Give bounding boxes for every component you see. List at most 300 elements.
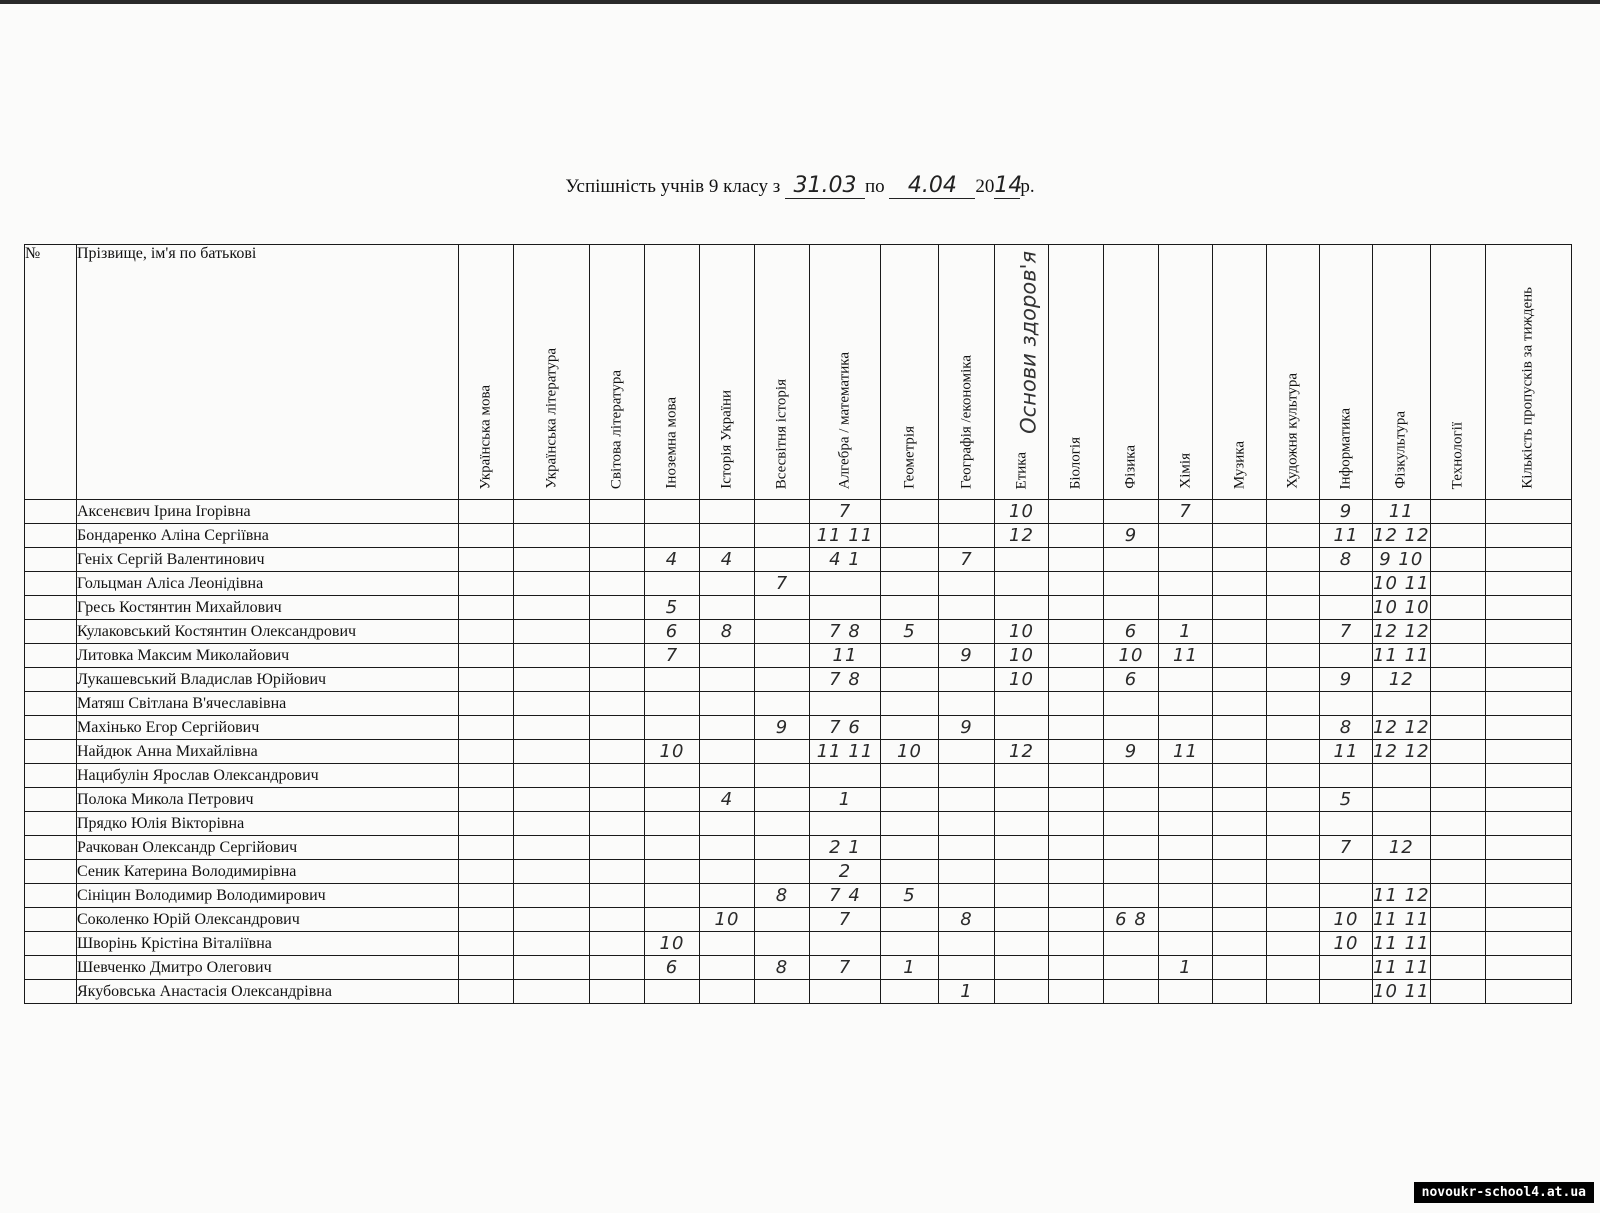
- grade-cell: [1104, 932, 1159, 956]
- grade-cell: [939, 596, 995, 620]
- grade-cell: [755, 620, 810, 644]
- row-number-cell: [25, 860, 77, 884]
- grade-cell: [514, 692, 590, 716]
- grade-cell: [1049, 836, 1104, 860]
- grade-cell: [514, 860, 590, 884]
- grade-cell: [700, 764, 755, 788]
- grade-cell: 11 12: [1373, 885, 1430, 906]
- grade-cell: [1104, 980, 1159, 1004]
- grade-cell: 11: [1159, 740, 1213, 764]
- grade-cell: [1267, 740, 1320, 764]
- grade-cell: 10: [645, 932, 700, 956]
- grade-cell: [1213, 908, 1267, 932]
- table-row: [25, 716, 1572, 740]
- column-header-subject: [995, 245, 1049, 500]
- site-watermark: novoukr-school4.at.ua: [1414, 1182, 1594, 1203]
- grade-cell: [514, 500, 590, 524]
- grade-cell: [459, 740, 514, 764]
- grade-cell: [881, 812, 939, 836]
- grade-cell: [1267, 908, 1320, 932]
- grade-cell: 12 12: [1373, 525, 1430, 546]
- grade-cell: [1213, 956, 1267, 980]
- grade-cell: [1104, 596, 1159, 620]
- grade-cell: 10 11: [1373, 573, 1430, 594]
- grade-cell: [645, 500, 700, 524]
- table-row: [25, 572, 1572, 596]
- grade-cell: [755, 788, 810, 812]
- row-number-cell: [25, 500, 77, 524]
- grade-cell: [1485, 524, 1571, 548]
- column-header-subject: [1159, 245, 1213, 500]
- grade-cell: [1485, 764, 1571, 788]
- grade-cell: 10 10: [1373, 597, 1430, 618]
- student-name: Рачкован Олександр Сергійович: [77, 836, 459, 860]
- grade-cell: [459, 548, 514, 572]
- grade-cell: [755, 500, 810, 524]
- grade-cell: [755, 596, 810, 620]
- grade-cell: [881, 908, 939, 932]
- grade-cell: [1430, 596, 1485, 620]
- grade-cell: [590, 764, 645, 788]
- grade-cell: [1213, 740, 1267, 764]
- grade-cell: [645, 572, 700, 596]
- grade-cell: [1320, 596, 1373, 620]
- grade-cell: [1049, 908, 1104, 932]
- grade-cell: 8: [755, 956, 810, 980]
- grade-cell: [459, 980, 514, 1004]
- subject-label: Всесвітня історія: [773, 378, 790, 489]
- grade-cell: 1: [1159, 620, 1213, 644]
- grade-cell: [1267, 692, 1320, 716]
- grade-cell: [810, 764, 881, 788]
- subject-label: Хімія: [1177, 453, 1193, 489]
- row-number-cell: [25, 812, 77, 836]
- student-name: Аксенєвич Ірина Ігорівна: [77, 500, 459, 524]
- grade-cell: [514, 980, 590, 1004]
- grade-cell: [1485, 596, 1571, 620]
- grade-cell: [1104, 548, 1159, 572]
- grade-cell: [1485, 620, 1571, 644]
- grade-cell: [1104, 692, 1159, 716]
- table-row: [25, 596, 1572, 620]
- grade-cell: [1049, 596, 1104, 620]
- column-header-subject: [939, 245, 995, 500]
- grade-cell: [1213, 788, 1267, 812]
- student-name: Найдюк Анна Михайлівна: [77, 740, 459, 764]
- grade-cell: [1267, 956, 1320, 980]
- column-header-name: Прізвище, ім'я по батькові: [77, 245, 459, 500]
- grade-cell: [1159, 596, 1213, 620]
- grade-cell: [1430, 716, 1485, 740]
- grade-cell: [1213, 644, 1267, 668]
- grade-cell: 7: [939, 548, 995, 572]
- grade-cell: [1159, 932, 1213, 956]
- grade-cell: [645, 716, 700, 740]
- handwritten-subject-note: Основи здоров'я: [1016, 251, 1041, 434]
- subject-label: Художня культура: [1284, 373, 1301, 489]
- column-header-subject: [590, 245, 645, 500]
- grade-cell: 7: [810, 908, 881, 932]
- grade-cell: 2 1: [810, 836, 881, 860]
- grade-cell: [1049, 716, 1104, 740]
- grade-cell: [881, 692, 939, 716]
- header-row: [25, 245, 1572, 500]
- grade-cell: [1049, 764, 1104, 788]
- grade-cell: 9: [755, 716, 810, 740]
- grade-cell: [810, 932, 881, 956]
- grade-cell: 4: [645, 548, 700, 572]
- grade-cell: [1320, 860, 1373, 884]
- grade-cell: 11: [1159, 644, 1213, 668]
- grade-cell: [1213, 812, 1267, 836]
- grade-cell: 7: [645, 644, 700, 668]
- grade-cell: [995, 884, 1049, 908]
- grade-cell: [939, 836, 995, 860]
- grade-cell: [755, 644, 810, 668]
- grade-cell: [881, 644, 939, 668]
- grade-cell: [1320, 692, 1373, 716]
- grade-cell: [881, 932, 939, 956]
- table-row: [25, 740, 1572, 764]
- student-name: Полока Микола Петрович: [77, 788, 459, 812]
- grade-cell: [1213, 500, 1267, 524]
- grade-cell: [459, 812, 514, 836]
- grade-cell: [755, 740, 810, 764]
- subject-label: Алгебра / математика: [836, 351, 853, 489]
- grade-cell: [881, 524, 939, 548]
- grade-cell: [590, 812, 645, 836]
- grade-cell: [1485, 884, 1571, 908]
- grade-cell: [1373, 764, 1431, 788]
- grade-cell: [939, 500, 995, 524]
- grade-cell: 12: [1373, 668, 1431, 692]
- grade-cell: [755, 668, 810, 692]
- grade-cell: [1049, 812, 1104, 836]
- grade-cell: [1159, 836, 1213, 860]
- grade-cell: [1373, 692, 1431, 716]
- grade-cell: 5: [1320, 788, 1373, 812]
- student-name: Сеник Катерина Володимирівна: [77, 860, 459, 884]
- grade-cell: [755, 932, 810, 956]
- row-number-cell: [25, 908, 77, 932]
- grade-cell: [1267, 884, 1320, 908]
- grade-cell: [1430, 956, 1485, 980]
- grade-cell: [514, 524, 590, 548]
- grade-cell: [755, 692, 810, 716]
- grade-cell: 9: [939, 644, 995, 668]
- subject-label: Історія України: [718, 390, 735, 489]
- grade-cell: [1267, 596, 1320, 620]
- grade-cell: [1430, 908, 1485, 932]
- grade-cell: [700, 596, 755, 620]
- grade-cell: [590, 668, 645, 692]
- grade-cell: [1159, 548, 1213, 572]
- subject-label: Українська література: [543, 348, 559, 489]
- table-row: [25, 788, 1572, 812]
- grade-cell: [1267, 812, 1320, 836]
- grade-cell: [1049, 572, 1104, 596]
- grade-cell: [459, 596, 514, 620]
- grade-cell: 8: [700, 620, 755, 644]
- student-name: Сініцин Володимир Володимирович: [77, 884, 459, 908]
- subject-label: Музика: [1231, 440, 1247, 489]
- grade-cell: 9 10: [1373, 548, 1431, 572]
- grade-cell: [459, 788, 514, 812]
- grade-cell: [700, 812, 755, 836]
- grade-cell: [1213, 692, 1267, 716]
- grade-cell: [755, 860, 810, 884]
- grade-cell: [1049, 740, 1104, 764]
- grade-cell: [1485, 716, 1571, 740]
- grade-cell: [939, 764, 995, 788]
- row-number-cell: [25, 764, 77, 788]
- grade-cell: [1267, 572, 1320, 596]
- subject-label: Біологія: [1067, 436, 1084, 489]
- grade-cell: [1430, 548, 1485, 572]
- grade-cell: [881, 788, 939, 812]
- table-row: [25, 860, 1572, 884]
- grade-cell: [995, 788, 1049, 812]
- grade-cell: 1: [810, 788, 881, 812]
- grade-cell: [514, 716, 590, 740]
- student-name: Прядко Юлія Вікторівна: [77, 812, 459, 836]
- grade-cell: [514, 668, 590, 692]
- grade-cell: [1485, 788, 1571, 812]
- grade-cell: [1213, 716, 1267, 740]
- grade-cell: [881, 716, 939, 740]
- grade-cell: 12 12: [1373, 717, 1430, 738]
- grade-cell: 9: [1104, 740, 1159, 764]
- subject-label: Українська мова: [477, 384, 494, 489]
- grade-cell: [1159, 860, 1213, 884]
- grade-cell: [645, 908, 700, 932]
- subject-label: Фізика: [1122, 445, 1139, 489]
- grade-cell: [590, 644, 645, 668]
- grade-cell: 10: [700, 908, 755, 932]
- grade-cell: [700, 644, 755, 668]
- grade-cell: [939, 788, 995, 812]
- grade-cell: [645, 692, 700, 716]
- subject-label: Етика: [1013, 451, 1029, 489]
- grade-cell: [1213, 668, 1267, 692]
- grade-cell: [755, 524, 810, 548]
- grade-cell: [1267, 860, 1320, 884]
- grade-cell: [1320, 764, 1373, 788]
- table-row: [25, 524, 1572, 548]
- grade-cell: [881, 668, 939, 692]
- student-name: Гольцман Аліса Леонідівна: [77, 572, 459, 596]
- grade-cell: [459, 956, 514, 980]
- grade-cell: [1159, 812, 1213, 836]
- grade-cell: [590, 620, 645, 644]
- grade-cell: [1213, 860, 1267, 884]
- table-row: [25, 500, 1572, 524]
- grade-cell: [514, 644, 590, 668]
- grade-cell: [995, 932, 1049, 956]
- column-header-subject: [1320, 245, 1373, 500]
- column-header-subject: [1485, 245, 1571, 500]
- grade-cell: 8: [939, 908, 995, 932]
- grade-cell: [755, 812, 810, 836]
- grade-cell: [1485, 668, 1571, 692]
- grade-cell: [590, 500, 645, 524]
- student-name: Якубовська Анастасія Олександрівна: [77, 980, 459, 1004]
- grade-cell: 10: [995, 620, 1049, 644]
- grade-cell: [1049, 668, 1104, 692]
- grade-cell: 11: [1320, 524, 1373, 548]
- grade-cell: [700, 692, 755, 716]
- grade-cell: [1213, 548, 1267, 572]
- row-number-cell: [25, 668, 77, 692]
- grade-cell: [1320, 884, 1373, 908]
- grade-cell: [459, 668, 514, 692]
- grade-cell: [1267, 788, 1320, 812]
- table-row: [25, 932, 1572, 956]
- grade-cell: [1430, 980, 1485, 1004]
- grade-cell: 12: [995, 740, 1049, 764]
- grade-cell: [1049, 500, 1104, 524]
- grade-cell: [514, 932, 590, 956]
- grade-cell: [700, 524, 755, 548]
- table-row: [25, 884, 1572, 908]
- column-header-subject: [1373, 245, 1431, 500]
- grade-cell: [881, 980, 939, 1004]
- grade-cell: [1159, 716, 1213, 740]
- grade-cell: [1373, 788, 1431, 812]
- grade-cell: [1373, 812, 1431, 836]
- grade-cell: [755, 980, 810, 1004]
- student-name: Соколенко Юрій Олександрович: [77, 908, 459, 932]
- grade-cell: [459, 764, 514, 788]
- grade-cell: [1430, 884, 1485, 908]
- column-header-subject: [1104, 245, 1159, 500]
- grade-cell: [514, 956, 590, 980]
- grade-cell: [645, 836, 700, 860]
- grade-cell: [590, 932, 645, 956]
- grade-cell: [590, 836, 645, 860]
- grades-table: [24, 244, 1572, 1004]
- grade-cell: 9: [1104, 524, 1159, 548]
- subject-label: Фізкультура: [1392, 411, 1409, 489]
- grade-cell: [1159, 788, 1213, 812]
- grade-cell: 7 8: [810, 668, 881, 692]
- grade-cell: [1430, 788, 1485, 812]
- grade-cell: [1267, 836, 1320, 860]
- grade-cell: [459, 500, 514, 524]
- grade-cell: [700, 500, 755, 524]
- grade-cell: [590, 788, 645, 812]
- grade-cell: [810, 980, 881, 1004]
- grade-cell: 4 1: [810, 548, 881, 572]
- student-name: Шевченко Дмитро Олегович: [77, 956, 459, 980]
- grade-cell: [1159, 980, 1213, 1004]
- grade-cell: [1049, 692, 1104, 716]
- grade-cell: [995, 548, 1049, 572]
- grade-cell: 5: [645, 596, 700, 620]
- table-row: [25, 764, 1572, 788]
- column-header-subject: [810, 245, 881, 500]
- grade-cell: [700, 860, 755, 884]
- grade-cell: [881, 836, 939, 860]
- grade-cell: [1267, 764, 1320, 788]
- grade-cell: 7: [810, 956, 881, 980]
- grade-cell: [1104, 836, 1159, 860]
- grade-cell: [1213, 524, 1267, 548]
- grade-cell: [459, 908, 514, 932]
- grade-cell: 7: [1159, 500, 1213, 524]
- grade-cell: [514, 620, 590, 644]
- student-name: Нацибулін Ярослав Олександрович: [77, 764, 459, 788]
- grade-cell: [939, 692, 995, 716]
- row-number-cell: [25, 740, 77, 764]
- grade-cell: [1320, 956, 1373, 980]
- grade-cell: 12 12: [1373, 621, 1430, 642]
- grade-cell: 9: [1320, 668, 1373, 692]
- grade-cell: [590, 860, 645, 884]
- grade-cell: [810, 572, 881, 596]
- grade-cell: 10: [1320, 932, 1373, 956]
- grade-cell: 5: [881, 884, 939, 908]
- grade-cell: 10 11: [1373, 981, 1430, 1002]
- grade-cell: [939, 524, 995, 548]
- grade-cell: [1104, 884, 1159, 908]
- grade-cell: [1213, 932, 1267, 956]
- table-row: [25, 668, 1572, 692]
- grade-cell: [1485, 932, 1571, 956]
- subject-label: Світова література: [608, 369, 625, 489]
- title-prefix: Успішність учнів 9 класу з: [565, 176, 781, 197]
- grade-cell: 11: [1373, 500, 1431, 524]
- grade-cell: [1159, 764, 1213, 788]
- grade-cell: [700, 980, 755, 1004]
- grade-cell: [1213, 884, 1267, 908]
- row-number-cell: [25, 956, 77, 980]
- grade-cell: [590, 884, 645, 908]
- grade-cell: [645, 524, 700, 548]
- grade-cell: [514, 812, 590, 836]
- grade-cell: 12 12: [1373, 741, 1430, 762]
- grade-cell: [1430, 572, 1485, 596]
- grade-cell: [514, 740, 590, 764]
- student-name: Махінько Егор Сергійович: [77, 716, 459, 740]
- grade-cell: [645, 788, 700, 812]
- grade-cell: [645, 668, 700, 692]
- grade-cell: [1104, 716, 1159, 740]
- grade-cell: [939, 620, 995, 644]
- grade-cell: [514, 884, 590, 908]
- table-row: [25, 620, 1572, 644]
- subject-label: Технології: [1449, 421, 1466, 489]
- grade-cell: [1049, 980, 1104, 1004]
- grade-cell: [939, 668, 995, 692]
- grade-cell: [810, 692, 881, 716]
- grade-cell: [1485, 740, 1571, 764]
- grade-cell: [1104, 764, 1159, 788]
- row-number-cell: [25, 524, 77, 548]
- grade-cell: [939, 956, 995, 980]
- grade-cell: 4: [700, 788, 755, 812]
- grade-cell: [939, 572, 995, 596]
- grade-cell: [881, 596, 939, 620]
- grade-cell: [1430, 860, 1485, 884]
- grade-cell: 8: [755, 884, 810, 908]
- grade-cell: 6 8: [1104, 908, 1159, 932]
- grade-cell: [1049, 860, 1104, 884]
- grade-cell: [1213, 764, 1267, 788]
- grade-cell: [1430, 764, 1485, 788]
- grade-cell: 10: [881, 740, 939, 764]
- grade-cell: [1320, 980, 1373, 1004]
